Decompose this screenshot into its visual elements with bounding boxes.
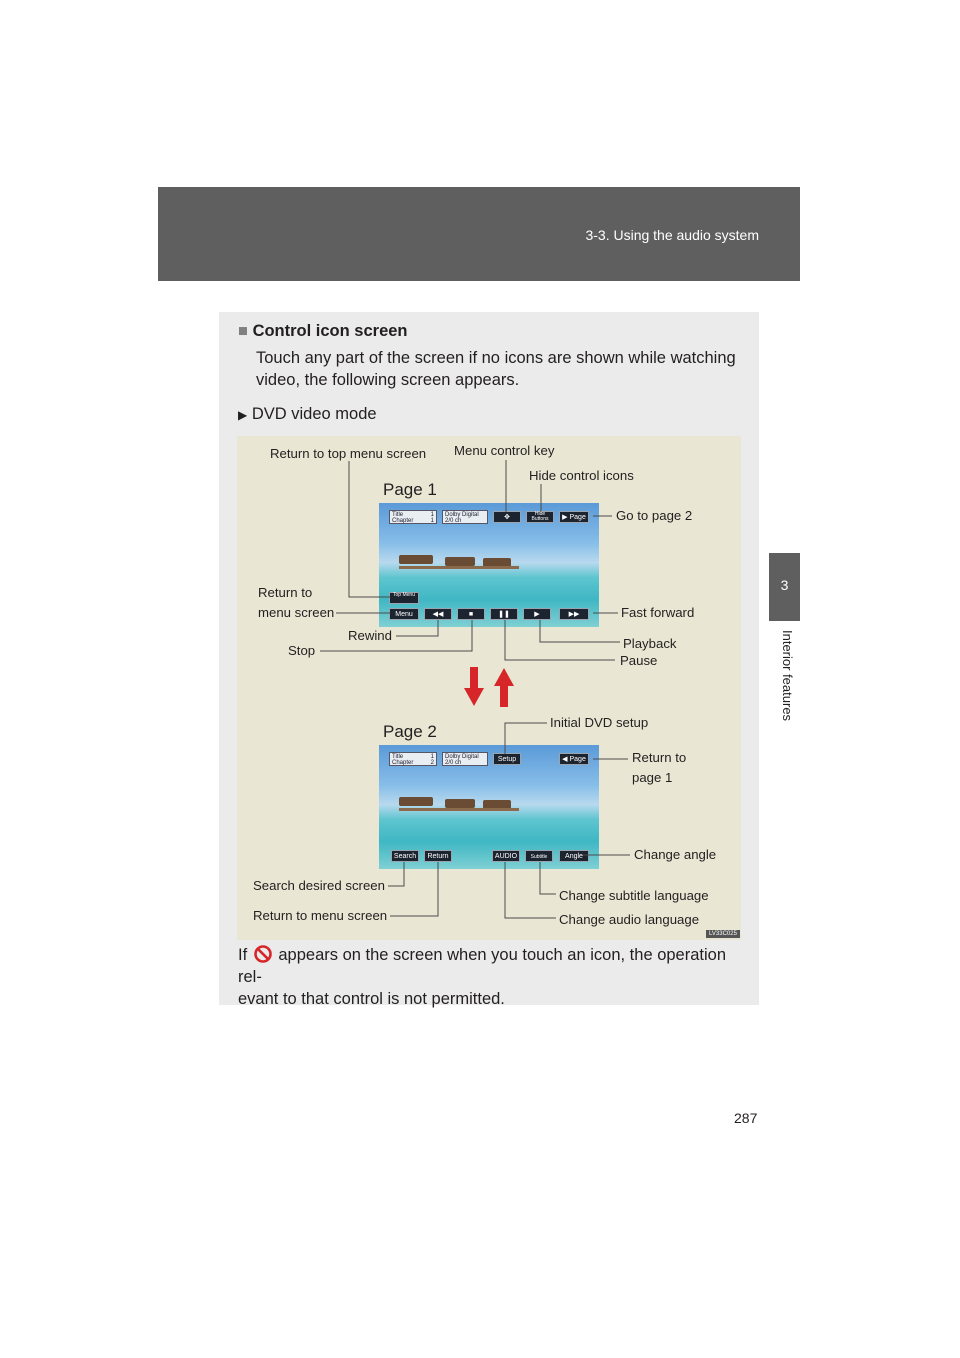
leader-playback [540, 620, 620, 642]
dolby-box: Dolby Digital 2/0 ch [442, 510, 488, 524]
label-return-menu-l2: menu screen [258, 605, 335, 620]
leader-return-menu [390, 862, 438, 916]
leader-pause [505, 620, 615, 660]
subtitle-button[interactable]: Subtitle [525, 850, 553, 862]
leader-audio [505, 862, 556, 918]
prohibited-icon [252, 945, 274, 963]
label-pause: Pause [620, 653, 658, 668]
title-chapter-box: Title 1 Chapter 2 [389, 752, 437, 766]
title-chapter-box: Title 1 Chapter 1 [389, 510, 437, 524]
note-before: If [238, 946, 248, 964]
label-return-page1-l2: page 1 [632, 770, 673, 785]
label-playback: Playback [623, 636, 677, 651]
top-menu-button[interactable]: Top Menu [389, 592, 419, 604]
page2-title: Page 2 [383, 722, 437, 741]
leader-initial-setup [505, 723, 547, 754]
page-next-button[interactable]: ▶ Page [559, 511, 589, 523]
square-bullet-icon: ■ [238, 322, 248, 340]
leader-subtitle [540, 862, 556, 894]
label-initial-dvd-setup: Initial DVD setup [550, 715, 649, 730]
label-search-desired: Search desired screen [253, 878, 385, 893]
arrow-up-icon [494, 668, 514, 707]
hide-buttons-button[interactable]: Hide Buttons [526, 511, 554, 523]
label-return-page1-l1: Return to [632, 750, 687, 765]
page-number: 287 [734, 1110, 758, 1126]
label-menu-control-key: Menu control key [454, 443, 555, 458]
label-rewind: Rewind [348, 628, 392, 643]
chapter-tab-number: 3 [769, 553, 800, 621]
label-hide-control-icons: Hide control icons [529, 468, 634, 483]
setup-button[interactable]: Setup [493, 753, 521, 765]
label-go-page2: Go to page 2 [616, 508, 693, 523]
pause-button[interactable]: ❚❚ [490, 608, 518, 620]
dolby-box: Dolby Digital 2/0 ch [442, 752, 488, 766]
search-button[interactable]: Search [391, 850, 419, 862]
label-stop: Stop [288, 643, 316, 658]
chapter-tab-label: Interior features [780, 630, 795, 722]
mode-label-text: DVD video mode [251, 405, 377, 423]
rewind-button[interactable]: ◀◀ [424, 608, 452, 620]
angle-button[interactable]: Angle [559, 850, 589, 862]
page-prev-button[interactable]: ◀ Page [559, 753, 589, 765]
label-return-menu: Return to menu screen [253, 908, 388, 923]
audio-button[interactable]: AUDIO [492, 850, 520, 862]
label-change-angle: Change angle [634, 847, 717, 862]
menu-control-key-button[interactable]: ✥ [493, 511, 521, 523]
label-return-top-menu: Return to top menu screen [270, 446, 427, 461]
triangle-bullet-icon: ▶ [238, 408, 248, 422]
return-button[interactable]: Return [424, 850, 452, 862]
figure-code: LV33C025 [706, 930, 740, 938]
label-change-audio: Change audio language [559, 912, 700, 927]
label-fast-forward: Fast forward [621, 605, 695, 620]
page-switch-arrows [464, 667, 514, 707]
note-line2: evant to that control is not permitted. [238, 990, 505, 1008]
heading-text: Control icon screen [252, 322, 408, 340]
page1-title: Page 1 [383, 480, 437, 499]
intro-text: Touch any part of the screen if no icons are shown while watching video, the following screen appears. [256, 349, 736, 389]
fast-forward-button[interactable]: ▶▶ [559, 608, 589, 620]
label-change-subtitle: Change subtitle language [559, 888, 709, 903]
menu-button[interactable]: Menu [389, 608, 419, 620]
leader-top-menu [349, 461, 390, 597]
note-after: appears on the screen when you touch an icon, the operation rel- [238, 946, 727, 986]
play-button[interactable]: ▶ [523, 608, 551, 620]
section-title: 3-3. Using the audio system [585, 227, 759, 243]
note-text [238, 944, 743, 1010]
label-return-menu-l1: Return to [258, 585, 313, 600]
arrow-down-icon [464, 667, 484, 706]
stop-button[interactable]: ■ [457, 608, 485, 620]
leader-rewind [396, 620, 438, 636]
leader-search [388, 862, 404, 886]
